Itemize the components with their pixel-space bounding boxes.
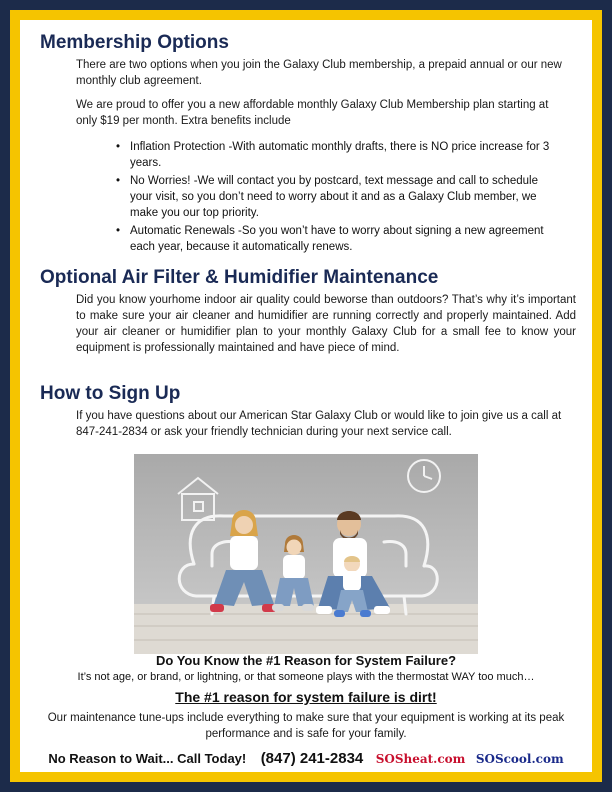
phone-number: (847) 241-2834 [260, 750, 364, 767]
reason-answer [20, 689, 592, 705]
benefit-item: • No Worries! -We will contact you by postcard, text message and call to schedule your visit, so you don’t need to worry about it and as a Galaxy Club member, we make you our top priority. [116, 173, 556, 221]
membership-heading: Membership Options [40, 32, 229, 53]
filter-body: Did you know yourhome indoor air quality could beworse than outdoors? That’s why it’s important to make sure your air cleaner and humidifier are running correctly and properly maintained. Add your air cleaner or humidifier plan to your monthly Galaxy Club for a small fee to know your equipment is professionally maintained and have piece of mind. [76, 294, 576, 354]
benefit-item: • Inflation Protection -With automatic monthly drafts, there is NO price increase for 3 years. [116, 139, 556, 171]
reason-answer-text: The #1 reason for system failure is dirt! [175, 689, 437, 705]
signup-body: If you have questions about our American Star Galaxy Club or would like to join give us a call at 847-241-2834 or ask your friendly technician during your next service call. [76, 410, 562, 438]
benefits-list [116, 139, 556, 255]
benefit-item: • Automatic Renewals -So you won’t have to worry about signing a new agreement each year, because it automatically renews. [116, 223, 556, 255]
call-to-action: No Reason to Wait... Call Today! [48, 751, 247, 766]
sosheat-logo: SOSheat.com [375, 752, 466, 766]
membership-offer: We are proud to offer you a new affordable monthly Galaxy Club Membership plan starting at only $19 per month. Extra benefits include [76, 99, 549, 127]
tuneup-text: Our maintenance tune-ups include everything to make sure that your equipment is working at its peak performance and is safe for your family. [47, 712, 565, 740]
footer-bar [20, 750, 592, 768]
signup-heading: How to Sign Up [40, 383, 181, 404]
membership-intro: There are two options when you join the Galaxy Club membership, a prepaid annual or our new monthly club agreement. [76, 59, 562, 87]
reason-question: Do You Know the #1 Reason for System Failure? [155, 653, 457, 668]
family-photo [134, 454, 478, 654]
reason-not-age: It’s not age, or brand, or lightning, or that someone plays with the thermostat WAY too much… [77, 671, 535, 683]
soscool-logo: SOScool.com [475, 752, 564, 766]
flyer-page [20, 20, 592, 772]
filter-heading: Optional Air Filter & Humidifier Maintenance [40, 267, 439, 288]
